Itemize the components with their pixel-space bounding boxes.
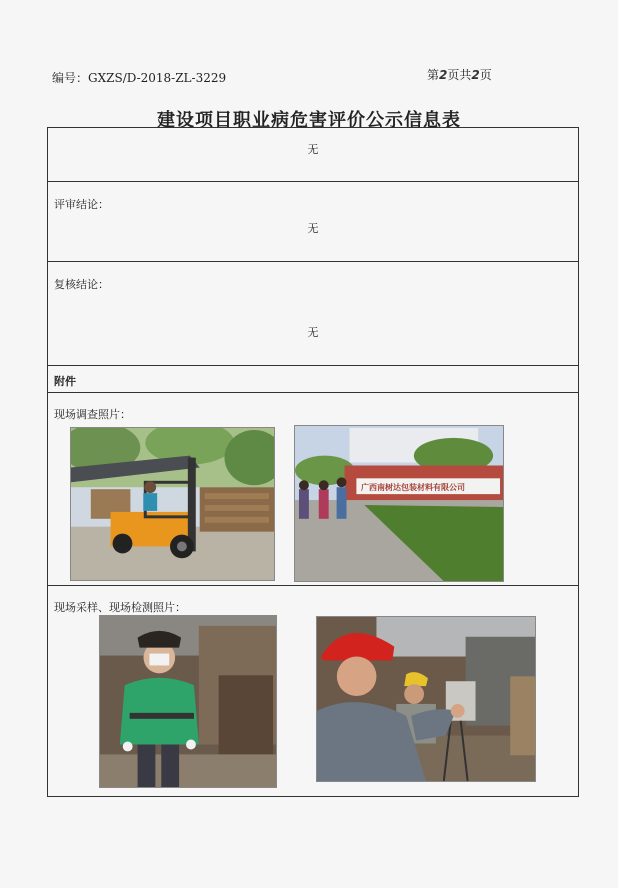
document-code: 编号：GXZS/D-2018-ZL-3229 bbox=[52, 71, 227, 85]
recheck-value: 无 bbox=[307, 326, 319, 339]
recheck-label: 复核结论： bbox=[54, 278, 109, 291]
sampling-label: 现场采样、现场检测照片： bbox=[54, 601, 186, 614]
review-value: 无 bbox=[307, 222, 319, 235]
company-sign-text: 广西南树达包装材料有限公司 bbox=[361, 483, 465, 492]
top-value: 无 bbox=[307, 143, 319, 156]
page-number: 第2页共2页 bbox=[427, 68, 492, 82]
worker-mask-photo bbox=[99, 615, 277, 788]
recheck-row bbox=[48, 262, 578, 366]
page-title: 建设项目职业病危害评价公示信息表 bbox=[157, 110, 461, 131]
attachment-row bbox=[48, 366, 578, 393]
attachment-label: 附件 bbox=[54, 375, 76, 388]
forklift-photo bbox=[70, 427, 275, 581]
company-sign-photo bbox=[294, 425, 504, 582]
review-row bbox=[48, 182, 578, 262]
top-row bbox=[48, 128, 578, 182]
survey-label: 现场调查照片： bbox=[54, 408, 131, 421]
review-label: 评审结论： bbox=[54, 198, 109, 211]
testing-photo bbox=[316, 616, 536, 782]
